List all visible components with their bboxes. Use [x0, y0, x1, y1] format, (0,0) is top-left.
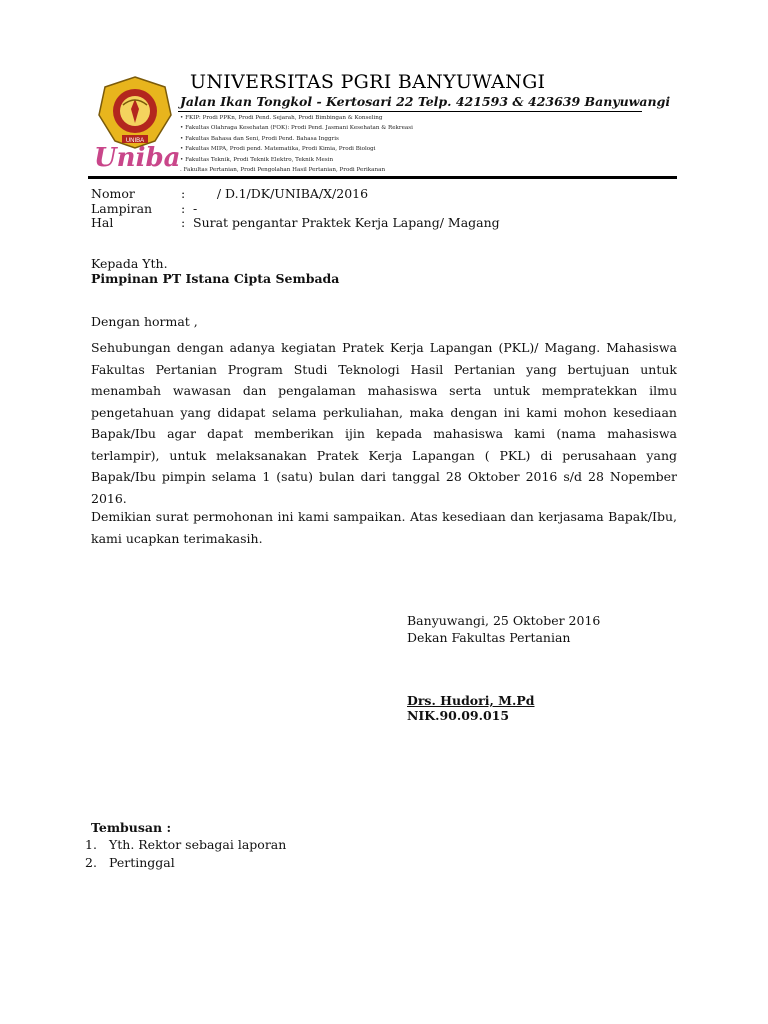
- cc-title: Tembusan :: [91, 820, 172, 835]
- wordmark-text: Uniba: [94, 143, 180, 172]
- university-logo: [95, 75, 175, 150]
- recipient-salutation: Kepada Yth.: [91, 256, 168, 271]
- uniba-wordmark: [92, 142, 180, 172]
- cc-text: Pertinggal: [109, 855, 175, 870]
- greeting: Dengan hormat ,: [91, 314, 198, 329]
- meta-colon: :: [181, 186, 186, 201]
- logo-caption: UNIBA: [125, 138, 145, 144]
- cc-text: Yth. Rektor sebagai laporan: [109, 837, 287, 852]
- closing-paragraph: Demikian surat permohonan ini kami sampaikan. Atas kesediaan dan kerjasama Bapak/Ibu, kami ucapkan terimakasih.: [91, 509, 677, 546]
- meta-value: Surat pengantar Praktek Kerja Lapang/ Magang: [193, 215, 500, 230]
- signature-nik: NIK.90.09.015: [407, 708, 510, 723]
- meta-hal: [91, 215, 500, 230]
- faculty-item: . Fakultas Pertanian, Prodi Pengolahan Hasil Pertanian, Prodi Perikanan: [180, 167, 386, 174]
- faculty-item: • Fakultas MIPA, Prodi pend. Matematika, Prodi Kimia, Prodi Biologi: [180, 146, 376, 153]
- signature-position: Dekan Fakultas Pertanian: [407, 630, 571, 645]
- cc-item: [85, 854, 286, 872]
- university-address: Jalan Ikan Tongkol - Kertosari 22 Telp. 421593 & 423639 Banyuwangi: [180, 94, 671, 109]
- faculty-item: • Fakultas Bahasa dan Seni, Prodi Pend. Bahasa Inggris: [180, 135, 339, 142]
- recipient-name: Pimpinan PT Istana Cipta Sembada: [91, 271, 340, 286]
- meta-colon: :: [181, 215, 186, 230]
- meta-colon: :: [181, 201, 186, 216]
- signature-place-date: Banyuwangi, 25 Oktober 2016: [407, 613, 601, 628]
- cc-number: 2.: [85, 855, 97, 870]
- faculty-item: • Fakultas Teknik, Prodi Teknik Elektro, Teknik Mesin: [180, 156, 334, 163]
- faculty-item: • FKIP: Prodi PPKn, Prodi Pend. Sejarah, Prodi Bimbingan & Konseling: [180, 115, 383, 121]
- meta-nomor: [91, 186, 368, 201]
- cc-item: [85, 836, 286, 854]
- cc-number: 1.: [85, 837, 97, 852]
- meta-key: Lampiran: [91, 201, 153, 216]
- meta-value: -: [193, 201, 198, 216]
- address-divider: [178, 111, 642, 112]
- university-name: UNIVERSITAS PGRI BANYUWANGI: [190, 71, 546, 93]
- meta-value: / D.1/DK/UNIBA/X/2016: [193, 186, 369, 201]
- letterhead-divider: [88, 176, 677, 179]
- meta-key: Hal: [91, 215, 114, 230]
- signature-name: Drs. Hudori, M.Pd: [407, 693, 535, 708]
- meta-lampiran: [91, 201, 197, 216]
- body-paragraph: Sehubungan dengan adanya kegiatan Pratek Kerja Lapangan (PKL)/ Magang. Mahasiswa Fakultas Pertanian Program Studi Teknologi Hasil Pertanian yang bertujuan untuk menambah wawasan dan pengalaman mahasiswa serta untuk mempratekkan ilmu pengetahuan yang didapat selama perkuliahan, maka dengan ini kami mohon kesediaan Bapak/Ibu agar dapat memberikan ijin kepada mahasiswa kami (nama mahasiswa terlampir), untuk melaksanakan Pratek Kerja Lapangan ( PKL) di perusahaan yang Bapak/Ibu pimpin selama 1 (satu) bulan dari tanggal 28 Oktober 2016 s/d 28 Nopember 2016.: [91, 340, 677, 506]
- faculty-list: [180, 113, 413, 175]
- meta-key: Nomor: [91, 186, 135, 201]
- cc-list: [85, 836, 286, 872]
- faculty-item: • Fakultas Olahraga Kesehatan (FOK): Prodi Pend. Jasmani Kesehatan & Rekreasi: [180, 125, 413, 132]
